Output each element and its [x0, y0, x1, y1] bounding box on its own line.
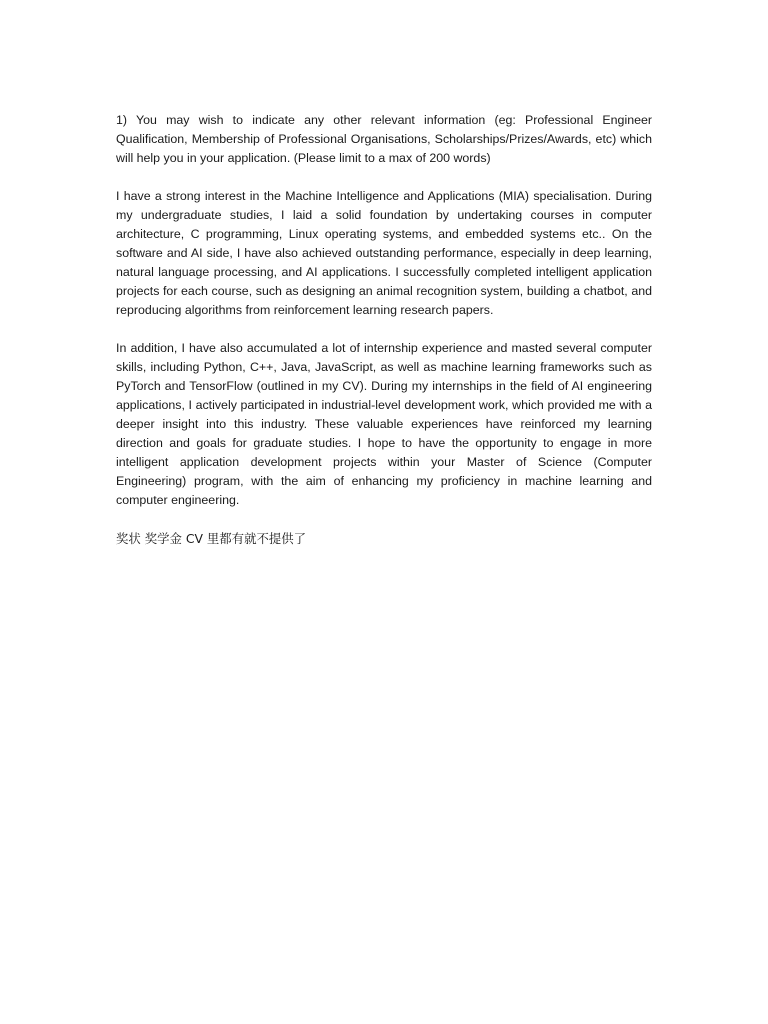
chinese-note: 奖状 奖学金 CV 里都有就不提供了 — [116, 531, 307, 546]
answer-paragraph-2: In addition, I have also accumulated a lot of internship experience and masted several computer skills, including Python, C++, Java, JavaScript, as well as machine learning frameworks such as PyTorch and TensorFlow (outlined in my CV). During my internships in the field of AI engineering applications, I actively participated in industrial-level development work, which provided me with a deeper insight into this industry. These valuable experiences have reinforced my learning direction and goals for graduate studies. I hope to have the opportunity to engage in more intelligent application development projects within your Master of Science (Computer Engineering) program, with the aim of enhancing my proficiency in machine learning and computer engineering. — [116, 341, 652, 507]
answer-paragraph-1: I have a strong interest in the Machine Intelligence and Applications (MIA) specialisation. During my undergraduate studies, I laid a solid foundation by undertaking courses in computer architecture, C programming, Linux operating systems, and embedded systems etc.. On the software and AI side, I have also achieved outstanding performance, especially in deep learning, natural language processing, and AI applications. I successfully completed intelligent application projects for each course, such as designing an animal recognition system, building a chatbot, and reproducing algorithms from reinforcement learning research papers. — [116, 189, 652, 317]
document-body — [116, 111, 652, 548]
question-prompt: 1) You may wish to indicate any other relevant information (eg: Professional Engineer Qualification, Membership of Professional Organisations, Scholarships/Prizes/Awards, etc) which will help you in your application. (Please limit to a max of 200 words) — [116, 113, 652, 165]
